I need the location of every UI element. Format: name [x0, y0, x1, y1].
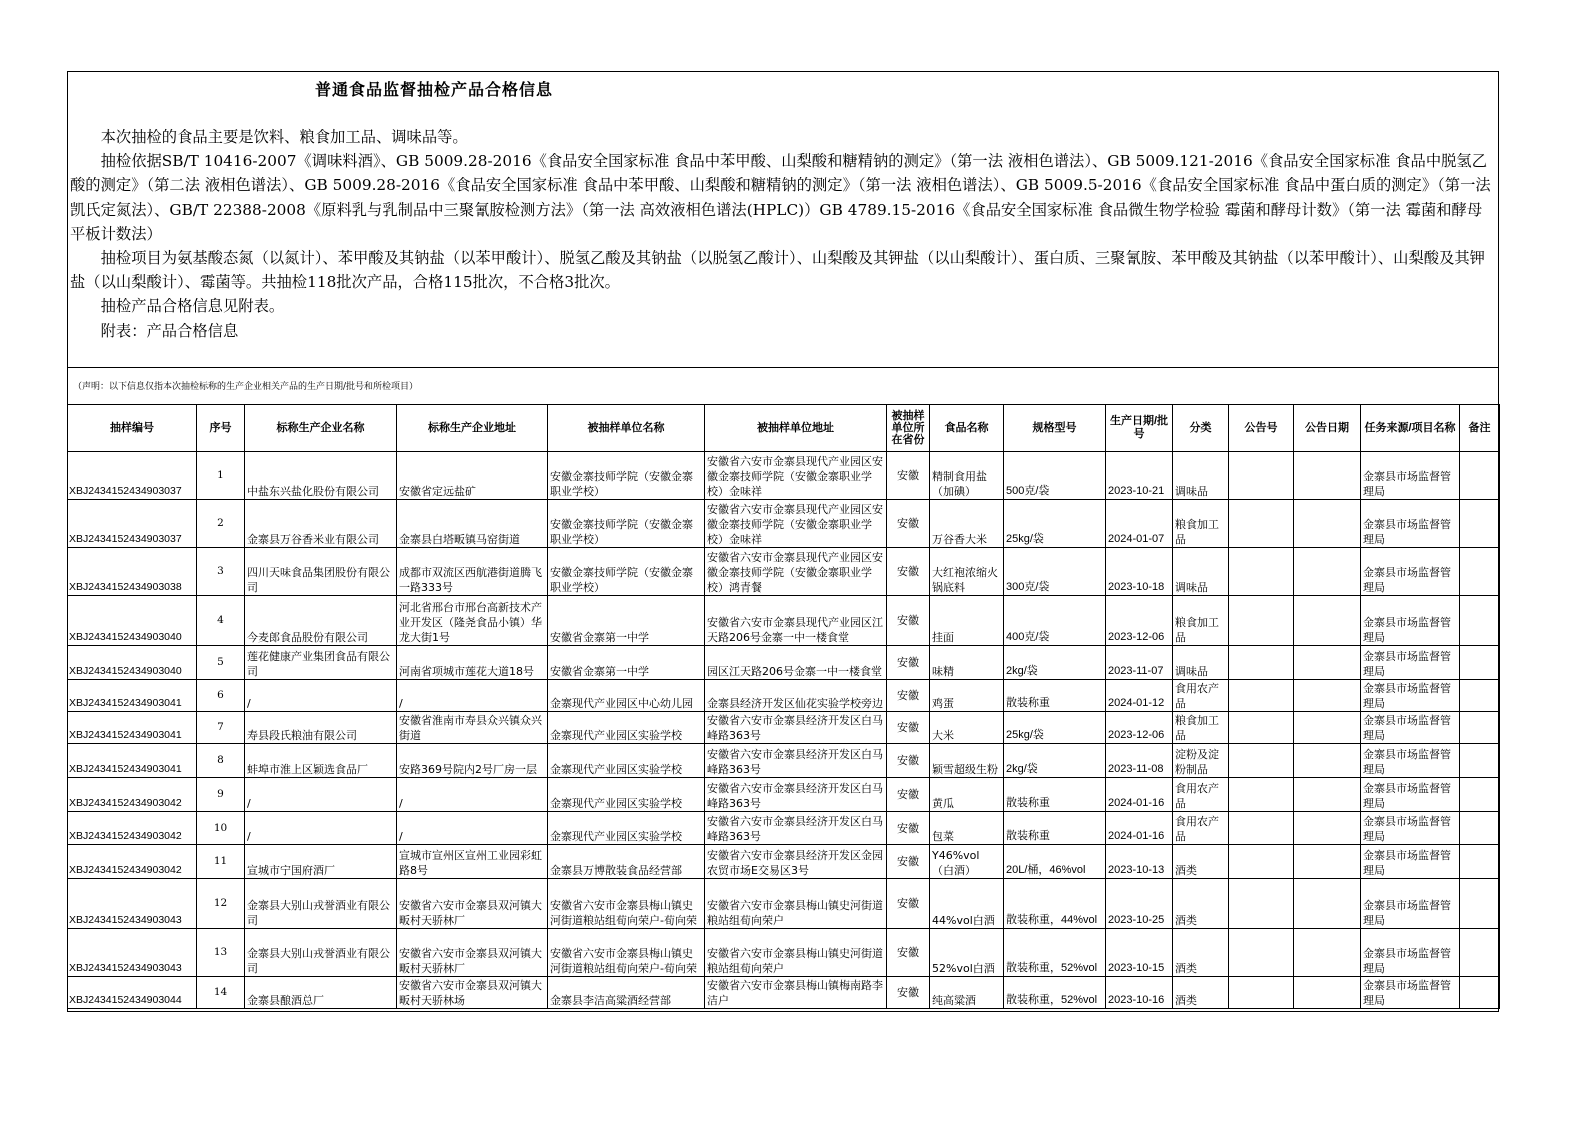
column-header: 分类 — [1173, 405, 1229, 452]
table-row — [68, 744, 1500, 778]
spec-model-cell: 500克/袋 — [1004, 452, 1106, 500]
category-cell: 粮食加工品 — [1173, 712, 1229, 744]
row-number-cell: 13 — [197, 929, 245, 977]
spec-model-cell: 散装称重 — [1004, 680, 1106, 712]
table-row — [68, 680, 1500, 712]
remark-cell — [1460, 596, 1500, 646]
sampled-unit-address-cell: 安徽省六安市金寨县经济开发区白马峰路363号 — [705, 712, 887, 744]
spec-model-cell: 2kg/袋 — [1004, 646, 1106, 680]
province-cell: 安徽 — [887, 548, 930, 596]
spec-model-cell: 25kg/袋 — [1004, 500, 1106, 548]
task-source-cell: 金寨县市场监督管理局 — [1361, 500, 1460, 548]
task-source-cell: 金寨县市场监督管理局 — [1361, 845, 1460, 879]
remark-cell — [1460, 712, 1500, 744]
production-date-cell: 2023-12-06 — [1106, 712, 1173, 744]
table-row — [68, 548, 1500, 596]
maker-name-cell: / — [245, 778, 397, 812]
category-cell: 调味品 — [1173, 646, 1229, 680]
production-date-cell: 2024-01-12 — [1106, 680, 1173, 712]
maker-address-cell: 宣城市宣州区宣州工业园彩虹路8号 — [397, 845, 548, 879]
row-number-cell: 9 — [197, 778, 245, 812]
notice-date-cell — [1294, 879, 1361, 929]
province-cell: 安徽 — [887, 744, 930, 778]
food-name-cell: 精制食用盐（加碘） — [930, 452, 1004, 500]
table-row — [68, 977, 1500, 1009]
notice-date-cell — [1294, 646, 1361, 680]
sampled-unit-name-cell: 金寨现代产业园区实验学校 — [548, 778, 705, 812]
food-name-cell: 万谷香大米 — [930, 500, 1004, 548]
maker-address-cell: 河北省邢台市邢台高新技术产业开发区（隆尧食品小镇）华龙大街1号 — [397, 596, 548, 646]
task-source-cell: 金寨县市场监督管理局 — [1361, 812, 1460, 845]
category-cell: 粮食加工品 — [1173, 500, 1229, 548]
table-row — [68, 845, 1500, 879]
production-date-cell: 2023-10-15 — [1106, 929, 1173, 977]
notice-number-cell — [1229, 500, 1294, 548]
column-header: 食品名称 — [930, 405, 1004, 452]
sample-code-cell: XBJ2434152434903043 — [68, 879, 197, 929]
maker-address-cell: 成都市双流区西航港街道腾飞一路333号 — [397, 548, 548, 596]
notice-number-cell — [1229, 680, 1294, 712]
sampled-unit-address-cell: 安徽省六安市金寨县经济开发区白马峰路363号 — [705, 744, 887, 778]
sampled-unit-address-cell: 安徽省六安市金寨县梅山镇梅南路李洁户 — [705, 977, 887, 1009]
disclaimer-note: （声明：以下信息仅指本次抽检标称的生产企业相关产品的生产日期/批号和所检项目） — [73, 382, 419, 392]
sampled-unit-name-cell: 金寨现代产业园区实验学校 — [548, 744, 705, 778]
category-cell: 粮食加工品 — [1173, 596, 1229, 646]
production-date-cell: 2023-10-25 — [1106, 879, 1173, 929]
sampled-unit-name-cell: 安徽省金寨第一中学 — [548, 646, 705, 680]
column-header: 抽样编号 — [68, 405, 197, 452]
table-row — [68, 500, 1500, 548]
sampled-unit-name-cell: 安徽金寨技师学院（安徽金寨职业学校） — [548, 452, 705, 500]
province-cell: 安徽 — [887, 596, 930, 646]
notice-number-cell — [1229, 712, 1294, 744]
food-name-cell: 包菜 — [930, 812, 1004, 845]
production-date-cell: 2023-10-16 — [1106, 977, 1173, 1009]
notice-number-cell — [1229, 778, 1294, 812]
sampled-unit-address-cell: 金寨县经济开发区仙花实验学校旁边 — [705, 680, 887, 712]
section-divider — [67, 367, 1499, 368]
maker-name-cell: / — [245, 680, 397, 712]
production-date-cell: 2023-12-06 — [1106, 596, 1173, 646]
notice-number-cell — [1229, 845, 1294, 879]
province-cell: 安徽 — [887, 977, 930, 1009]
sample-code-cell: XBJ2434152434903038 — [68, 548, 197, 596]
maker-name-cell: 金寨县大别山戎誉酒业有限公司 — [245, 879, 397, 929]
sampled-unit-address-cell: 安徽省六安市金寨县梅山镇史河街道粮站组荀向荣户 — [705, 929, 887, 977]
table-row — [68, 596, 1500, 646]
province-cell: 安徽 — [887, 500, 930, 548]
sampled-unit-name-cell: 安徽省金寨第一中学 — [548, 596, 705, 646]
sampled-unit-address-cell: 园区江天路206号金寨一中一楼食堂 — [705, 646, 887, 680]
remark-cell — [1460, 778, 1500, 812]
sample-code-cell: XBJ2434152434903042 — [68, 845, 197, 879]
row-number-cell: 7 — [197, 712, 245, 744]
maker-name-cell: 寿县段氏粮油有限公司 — [245, 712, 397, 744]
sample-code-cell: XBJ2434152434903040 — [68, 646, 197, 680]
food-name-cell: 44%vol白酒 — [930, 879, 1004, 929]
spec-model-cell: 散装称重，52%vol — [1004, 977, 1106, 1009]
maker-name-cell: 宣城市宁国府酒厂 — [245, 845, 397, 879]
sample-code-cell: XBJ2434152434903042 — [68, 812, 197, 845]
row-number-cell: 3 — [197, 548, 245, 596]
row-number-cell: 14 — [197, 977, 245, 1009]
row-number-cell: 1 — [197, 452, 245, 500]
category-cell: 食用农产品 — [1173, 812, 1229, 845]
task-source-cell: 金寨县市场监督管理局 — [1361, 452, 1460, 500]
task-source-cell: 金寨县市场监督管理局 — [1361, 712, 1460, 744]
task-source-cell: 金寨县市场监督管理局 — [1361, 879, 1460, 929]
spec-model-cell: 散装称重 — [1004, 812, 1106, 845]
task-source-cell: 金寨县市场监督管理局 — [1361, 744, 1460, 778]
notice-number-cell — [1229, 646, 1294, 680]
notice-date-cell — [1294, 845, 1361, 879]
sampled-unit-name-cell: 金寨县万博散装食品经营部 — [548, 845, 705, 879]
product-table — [67, 404, 1500, 1009]
remark-cell — [1460, 744, 1500, 778]
province-cell: 安徽 — [887, 712, 930, 744]
sampled-unit-name-cell: 安徽省六安市金寨县梅山镇史河街道粮站组荀向荣户-荀向荣 — [548, 879, 705, 929]
notice-number-cell — [1229, 548, 1294, 596]
sample-code-cell: XBJ2434152434903037 — [68, 452, 197, 500]
notice-date-cell — [1294, 977, 1361, 1009]
sampled-unit-name-cell: 安徽金寨技师学院（安徽金寨职业学校） — [548, 548, 705, 596]
task-source-cell: 金寨县市场监督管理局 — [1361, 548, 1460, 596]
column-header: 生产日期/批号 — [1106, 405, 1173, 452]
sampled-unit-name-cell: 安徽省六安市金寨县梅山镇史河街道粮站组荀向荣户-荀向荣 — [548, 929, 705, 977]
remark-cell — [1460, 680, 1500, 712]
sampled-unit-address-cell: 安徽省六安市金寨县现代产业园区江天路206号金寨一中一楼食堂 — [705, 596, 887, 646]
column-header: 公告日期 — [1294, 405, 1361, 452]
table-body — [68, 452, 1500, 1009]
column-header: 序号 — [197, 405, 245, 452]
notice-date-cell — [1294, 744, 1361, 778]
production-date-cell: 2024-01-16 — [1106, 812, 1173, 845]
maker-name-cell: 莲花健康产业集团食品有限公司 — [245, 646, 397, 680]
maker-address-cell: / — [397, 812, 548, 845]
intro-paragraph: 附表：产品合格信息 — [100, 321, 239, 340]
maker-address-cell: 金寨县白塔畈镇马窑街道 — [397, 500, 548, 548]
table-header-row — [68, 405, 1500, 452]
notice-number-cell — [1229, 744, 1294, 778]
remark-cell — [1460, 812, 1500, 845]
food-name-cell: 52%vol白酒 — [930, 929, 1004, 977]
category-cell: 食用农产品 — [1173, 680, 1229, 712]
maker-address-cell: 安徽省定远盐矿 — [397, 452, 548, 500]
sample-code-cell: XBJ2434152434903041 — [68, 680, 197, 712]
column-header: 任务来源/项目名称 — [1361, 405, 1460, 452]
maker-address-cell: / — [397, 680, 548, 712]
notice-number-cell — [1229, 596, 1294, 646]
food-name-cell: 大米 — [930, 712, 1004, 744]
notice-number-cell — [1229, 929, 1294, 977]
task-source-cell: 金寨县市场监督管理局 — [1361, 596, 1460, 646]
sampled-unit-name-cell: 金寨现代产业园区实验学校 — [548, 812, 705, 845]
row-number-cell: 4 — [197, 596, 245, 646]
task-source-cell: 金寨县市场监督管理局 — [1361, 680, 1460, 712]
sampled-unit-address-cell: 安徽省六安市金寨县梅山镇史河街道粮站组荀向荣户 — [705, 879, 887, 929]
maker-address-cell: 安路369号院内2号厂房一层 — [397, 744, 548, 778]
intro-text — [70, 125, 1495, 343]
sample-code-cell: XBJ2434152434903040 — [68, 596, 197, 646]
intro-paragraph: 抽检依据SB/T 10416-2007《调味料酒》、GB 5009.28-2016《食品安全国家标准 食品中苯甲酸、山梨酸和糖精钠的测定》（第一法 液相色谱法）、GB 5009.121-2016《食品安全国家标准 食品中脱氢乙酸的测定》（第二法 液相色谱法）、GB 5009.28-2016《食品安全国家标准 食品中苯甲酸、山梨酸和糖精钠的测定》（第一法 液相色谱法）、GB 5009.5-2016《食品安全国家标准 食品中蛋白质的测定》（第一法 凯氏定氮法）、GB/T 22388-2008《原料乳与乳制品中三聚氰胺检测方法》（第一法 高效液相色谱法(HPLC)）GB 4789.15-2016《食品安全国家标准 食品微生物学检验 霉菌和酵母计数》（第一法 霉菌和酵母平板计数法） — [70, 152, 1491, 243]
maker-name-cell: 蚌埠市淮上区颖选食品厂 — [245, 744, 397, 778]
maker-name-cell: 金寨县酿酒总厂 — [245, 977, 397, 1009]
province-cell: 安徽 — [887, 879, 930, 929]
province-cell: 安徽 — [887, 929, 930, 977]
sampled-unit-address-cell: 安徽省六安市金寨县经济开发区白马峰路363号 — [705, 778, 887, 812]
maker-address-cell: 安徽省六安市金寨县双河镇大畈村天骄林厂 — [397, 879, 548, 929]
task-source-cell: 金寨县市场监督管理局 — [1361, 929, 1460, 977]
intro-paragraph: 抽检项目为氨基酸态氮（以氮计）、苯甲酸及其钠盐（以苯甲酸计）、脱氢乙酸及其钠盐（以脱氢乙酸计）、山梨酸及其钾盐（以山梨酸计）、蛋白质、三聚氰胺、苯甲酸及其钠盐（以苯甲酸计）、山梨酸及其钾盐（以山梨酸计）、霉菌等。共抽检118批次产品，合格115批次，不合格3批次。 — [70, 249, 1485, 292]
column-header: 备注 — [1460, 405, 1500, 452]
table-row — [68, 812, 1500, 845]
task-source-cell: 金寨县市场监督管理局 — [1361, 778, 1460, 812]
row-number-cell: 5 — [197, 646, 245, 680]
table-row — [68, 879, 1500, 929]
remark-cell — [1460, 845, 1500, 879]
table-row — [68, 712, 1500, 744]
food-name-cell: 鸡蛋 — [930, 680, 1004, 712]
spec-model-cell: 25kg/袋 — [1004, 712, 1106, 744]
column-header: 标称生产企业地址 — [397, 405, 548, 452]
notice-date-cell — [1294, 812, 1361, 845]
sampled-unit-name-cell: 安徽金寨技师学院（安徽金寨职业学校） — [548, 500, 705, 548]
maker-address-cell: 安徽省六安市金寨县双河镇大畈村天骄林厂 — [397, 929, 548, 977]
province-cell: 安徽 — [887, 646, 930, 680]
notice-date-cell — [1294, 712, 1361, 744]
sampled-unit-name-cell: 金寨现代产业园区实验学校 — [548, 712, 705, 744]
spec-model-cell: 400克/袋 — [1004, 596, 1106, 646]
maker-address-cell: 河南省项城市莲花大道18号 — [397, 646, 548, 680]
production-date-cell: 2023-10-21 — [1106, 452, 1173, 500]
production-date-cell: 2023-11-07 — [1106, 646, 1173, 680]
sampled-unit-address-cell: 安徽省六安市金寨县现代产业园区安徽金寨技师学院（安徽金寨职业学校）金味祥 — [705, 452, 887, 500]
remark-cell — [1460, 977, 1500, 1009]
sample-code-cell: XBJ2434152434903043 — [68, 929, 197, 977]
row-number-cell: 10 — [197, 812, 245, 845]
spec-model-cell: 300克/袋 — [1004, 548, 1106, 596]
food-name-cell: 挂面 — [930, 596, 1004, 646]
category-cell: 淀粉及淀粉制品 — [1173, 744, 1229, 778]
province-cell: 安徽 — [887, 778, 930, 812]
food-name-cell: 纯高粱酒 — [930, 977, 1004, 1009]
sampled-unit-address-cell: 安徽省六安市金寨县现代产业园区安徽金寨技师学院（安徽金寨职业学校）金味祥 — [705, 500, 887, 548]
row-number-cell: 8 — [197, 744, 245, 778]
notice-date-cell — [1294, 596, 1361, 646]
remark-cell — [1460, 500, 1500, 548]
maker-name-cell: 中盐东兴盐化股份有限公司 — [245, 452, 397, 500]
column-header: 公告号 — [1229, 405, 1294, 452]
notice-date-cell — [1294, 452, 1361, 500]
sample-code-cell: XBJ2434152434903041 — [68, 712, 197, 744]
food-name-cell: 味精 — [930, 646, 1004, 680]
row-number-cell: 12 — [197, 879, 245, 929]
spec-model-cell: 散装称重，44%vol — [1004, 879, 1106, 929]
category-cell: 调味品 — [1173, 452, 1229, 500]
sampled-unit-name-cell: 金寨县李洁高粱酒经营部 — [548, 977, 705, 1009]
notice-date-cell — [1294, 500, 1361, 548]
sample-code-cell: XBJ2434152434903042 — [68, 778, 197, 812]
notice-number-cell — [1229, 879, 1294, 929]
sampled-unit-address-cell: 安徽省六安市金寨县经济开发区白马峰路363号 — [705, 812, 887, 845]
spec-model-cell: 散装称重 — [1004, 778, 1106, 812]
notice-date-cell — [1294, 778, 1361, 812]
sampled-unit-address-cell: 安徽省六安市金寨县经济开发区金园农贸市场E交易区3号 — [705, 845, 887, 879]
spec-model-cell: 2kg/袋 — [1004, 744, 1106, 778]
category-cell: 食用农产品 — [1173, 778, 1229, 812]
table-row — [68, 452, 1500, 500]
task-source-cell: 金寨县市场监督管理局 — [1361, 977, 1460, 1009]
sampled-unit-name-cell: 金寨现代产业园区中心幼儿园 — [548, 680, 705, 712]
notice-date-cell — [1294, 548, 1361, 596]
maker-address-cell: / — [397, 778, 548, 812]
remark-cell — [1460, 548, 1500, 596]
intro-paragraph: 本次抽检的食品主要是饮料、粮食加工品、调味品等。 — [100, 128, 468, 146]
sample-code-cell: XBJ2434152434903041 — [68, 744, 197, 778]
maker-name-cell: 金寨县万谷香米业有限公司 — [245, 500, 397, 548]
notice-date-cell — [1294, 929, 1361, 977]
table-row — [68, 778, 1500, 812]
page-title: 普通食品监督抽检产品合格信息 — [315, 80, 554, 99]
row-number-cell: 2 — [197, 500, 245, 548]
food-name-cell: 大红袍浓缩火锅底料 — [930, 548, 1004, 596]
remark-cell — [1460, 879, 1500, 929]
maker-name-cell: 今麦郎食品股份有限公司 — [245, 596, 397, 646]
table-row — [68, 929, 1500, 977]
row-number-cell: 6 — [197, 680, 245, 712]
intro-paragraph: 抽检产品合格信息见附表。 — [100, 297, 285, 316]
maker-name-cell: 四川天味食品集团股份有限公司 — [245, 548, 397, 596]
production-date-cell: 2023-11-08 — [1106, 744, 1173, 778]
sample-code-cell: XBJ2434152434903044 — [68, 977, 197, 1009]
column-header: 规格型号 — [1004, 405, 1106, 452]
column-header: 被抽样单位所在省份 — [887, 405, 930, 452]
task-source-cell: 金寨县市场监督管理局 — [1361, 646, 1460, 680]
production-date-cell: 2023-10-18 — [1106, 548, 1173, 596]
spec-model-cell: 20L/桶，46%vol — [1004, 845, 1106, 879]
food-name-cell: 黄瓜 — [930, 778, 1004, 812]
remark-cell — [1460, 929, 1500, 977]
production-date-cell: 2024-01-16 — [1106, 778, 1173, 812]
category-cell: 调味品 — [1173, 548, 1229, 596]
column-header: 被抽样单位地址 — [705, 405, 887, 452]
column-header: 被抽样单位名称 — [548, 405, 705, 452]
category-cell: 酒类 — [1173, 929, 1229, 977]
province-cell: 安徽 — [887, 845, 930, 879]
maker-address-cell: 安徽省六安市金寨县双河镇大畈村天骄林场 — [397, 977, 548, 1009]
table-row — [68, 646, 1500, 680]
category-cell: 酒类 — [1173, 845, 1229, 879]
notice-date-cell — [1294, 680, 1361, 712]
production-date-cell: 2023-10-13 — [1106, 845, 1173, 879]
sample-code-cell: XBJ2434152434903037 — [68, 500, 197, 548]
food-name-cell: 颖雪超级生粉 — [930, 744, 1004, 778]
maker-name-cell: 金寨县大别山戎誉酒业有限公司 — [245, 929, 397, 977]
province-cell: 安徽 — [887, 452, 930, 500]
remark-cell — [1460, 452, 1500, 500]
maker-address-cell: 安徽省淮南市寿县众兴镇众兴街道 — [397, 712, 548, 744]
food-name-cell: Y46%vol（白酒） — [930, 845, 1004, 879]
sampled-unit-address-cell: 安徽省六安市金寨县现代产业园区安徽金寨技师学院（安徽金寨职业学校）鸿青餐 — [705, 548, 887, 596]
row-number-cell: 11 — [197, 845, 245, 879]
category-cell: 酒类 — [1173, 977, 1229, 1009]
remark-cell — [1460, 646, 1500, 680]
spec-model-cell: 散装称重，52%vol — [1004, 929, 1106, 977]
production-date-cell: 2024-01-07 — [1106, 500, 1173, 548]
notice-number-cell — [1229, 812, 1294, 845]
maker-name-cell: / — [245, 812, 397, 845]
province-cell: 安徽 — [887, 812, 930, 845]
province-cell: 安徽 — [887, 680, 930, 712]
notice-number-cell — [1229, 977, 1294, 1009]
notice-number-cell — [1229, 452, 1294, 500]
category-cell: 酒类 — [1173, 879, 1229, 929]
column-header: 标称生产企业名称 — [245, 405, 397, 452]
